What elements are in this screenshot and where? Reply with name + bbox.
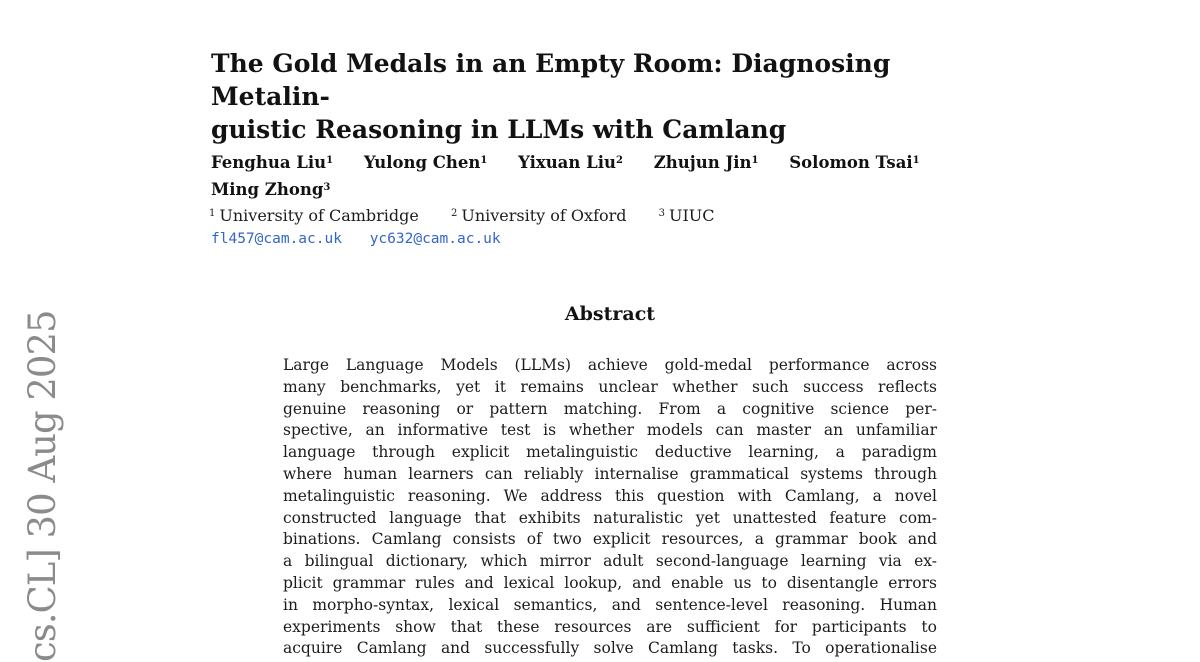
abstract-line: acquire Camlang and successfully solve Camlang tasks. To operationalise <box>283 639 937 658</box>
author-list <box>211 151 991 205</box>
abstract-line: Large Language Models (LLMs) achieve gold-medal performance across <box>283 356 937 374</box>
abstract-line: plicit grammar rules and lexical lookup, and enable us to disentangle errors <box>283 573 937 592</box>
author-superscript: 1 <box>912 154 920 166</box>
abstract-line: language through explicit metalinguistic deductive learning, a paradigm <box>283 443 937 462</box>
affiliation-name: University of Oxford <box>461 206 627 225</box>
abstract-line: in morpho-syntax, lexical semantics, and sentence-level reasoning. Human <box>283 595 937 614</box>
author <box>211 180 330 199</box>
author-name: Fenghua Liu <box>211 153 327 172</box>
affiliation-marker: 2 <box>450 207 458 219</box>
author-row-1 <box>211 151 991 178</box>
author-name: Yulong Chen <box>363 153 481 172</box>
author-name: Zhujun Jin <box>653 153 752 172</box>
author <box>211 153 333 172</box>
author <box>789 153 919 172</box>
email-line <box>211 230 501 248</box>
abstract-line: where human learners can reliably internalise grammatical systems through <box>283 464 937 483</box>
affiliation <box>659 206 715 225</box>
abstract-heading: Abstract <box>564 303 656 325</box>
abstract-line: binations. Camlang consists of two explicit resources, a grammar book and <box>283 530 937 549</box>
affiliation-marker: 3 <box>658 207 665 219</box>
email-link[interactable]: yc632@cam.ac.uk <box>369 231 501 247</box>
author <box>654 153 759 172</box>
abstract-body <box>283 355 937 660</box>
author-superscript: 3 <box>323 181 331 193</box>
title-line-1: The Gold Medals in an Empty Room: Diagnosing Metalin- <box>211 49 891 111</box>
email-link[interactable]: fl457@cam.ac.uk <box>211 231 342 247</box>
abstract-line: experiments show that these resources are sufficient for participants to <box>283 617 937 636</box>
arxiv-stamp: cs.CL] 30 Aug 2025 <box>21 310 64 662</box>
abstract-line: constructed language that exhibits naturalistic yet unattested feature com- <box>283 508 937 527</box>
author-row-2 <box>211 178 991 205</box>
affiliation-name: University of Cambridge <box>219 206 419 225</box>
author-superscript: 1 <box>326 154 334 166</box>
affiliation-name: UIUC <box>668 206 715 225</box>
author-name: Solomon Tsai <box>789 153 913 172</box>
abstract-line: many benchmarks, yet it remains unclear whether such success reflects <box>283 377 937 396</box>
abstract-line: metalinguistic reasoning. We address this question with Camlang, a novel <box>283 486 937 505</box>
author <box>364 153 487 172</box>
abstract-line: a bilingual dictionary, which mirror adult second-language learning via ex- <box>283 552 937 571</box>
title-line-2: guistic Reasoning in LLMs with Camlang <box>211 115 787 144</box>
affiliation-marker: 1 <box>209 207 216 219</box>
author-name: Yixuan Liu <box>518 153 616 172</box>
affiliation-list <box>209 205 989 230</box>
author-superscript: 1 <box>480 154 488 166</box>
author-superscript: 2 <box>615 154 623 166</box>
page-title <box>211 47 1001 146</box>
abstract-line: genuine reasoning or pattern matching. From a cognitive science per- <box>283 399 937 418</box>
affiliation <box>451 206 627 225</box>
author <box>518 153 623 172</box>
abstract-line: spective, an informative test is whether models can master an unfamiliar <box>283 421 937 440</box>
author-superscript: 1 <box>751 154 759 166</box>
author-name: Ming Zhong <box>211 180 324 199</box>
affiliation <box>209 206 419 225</box>
